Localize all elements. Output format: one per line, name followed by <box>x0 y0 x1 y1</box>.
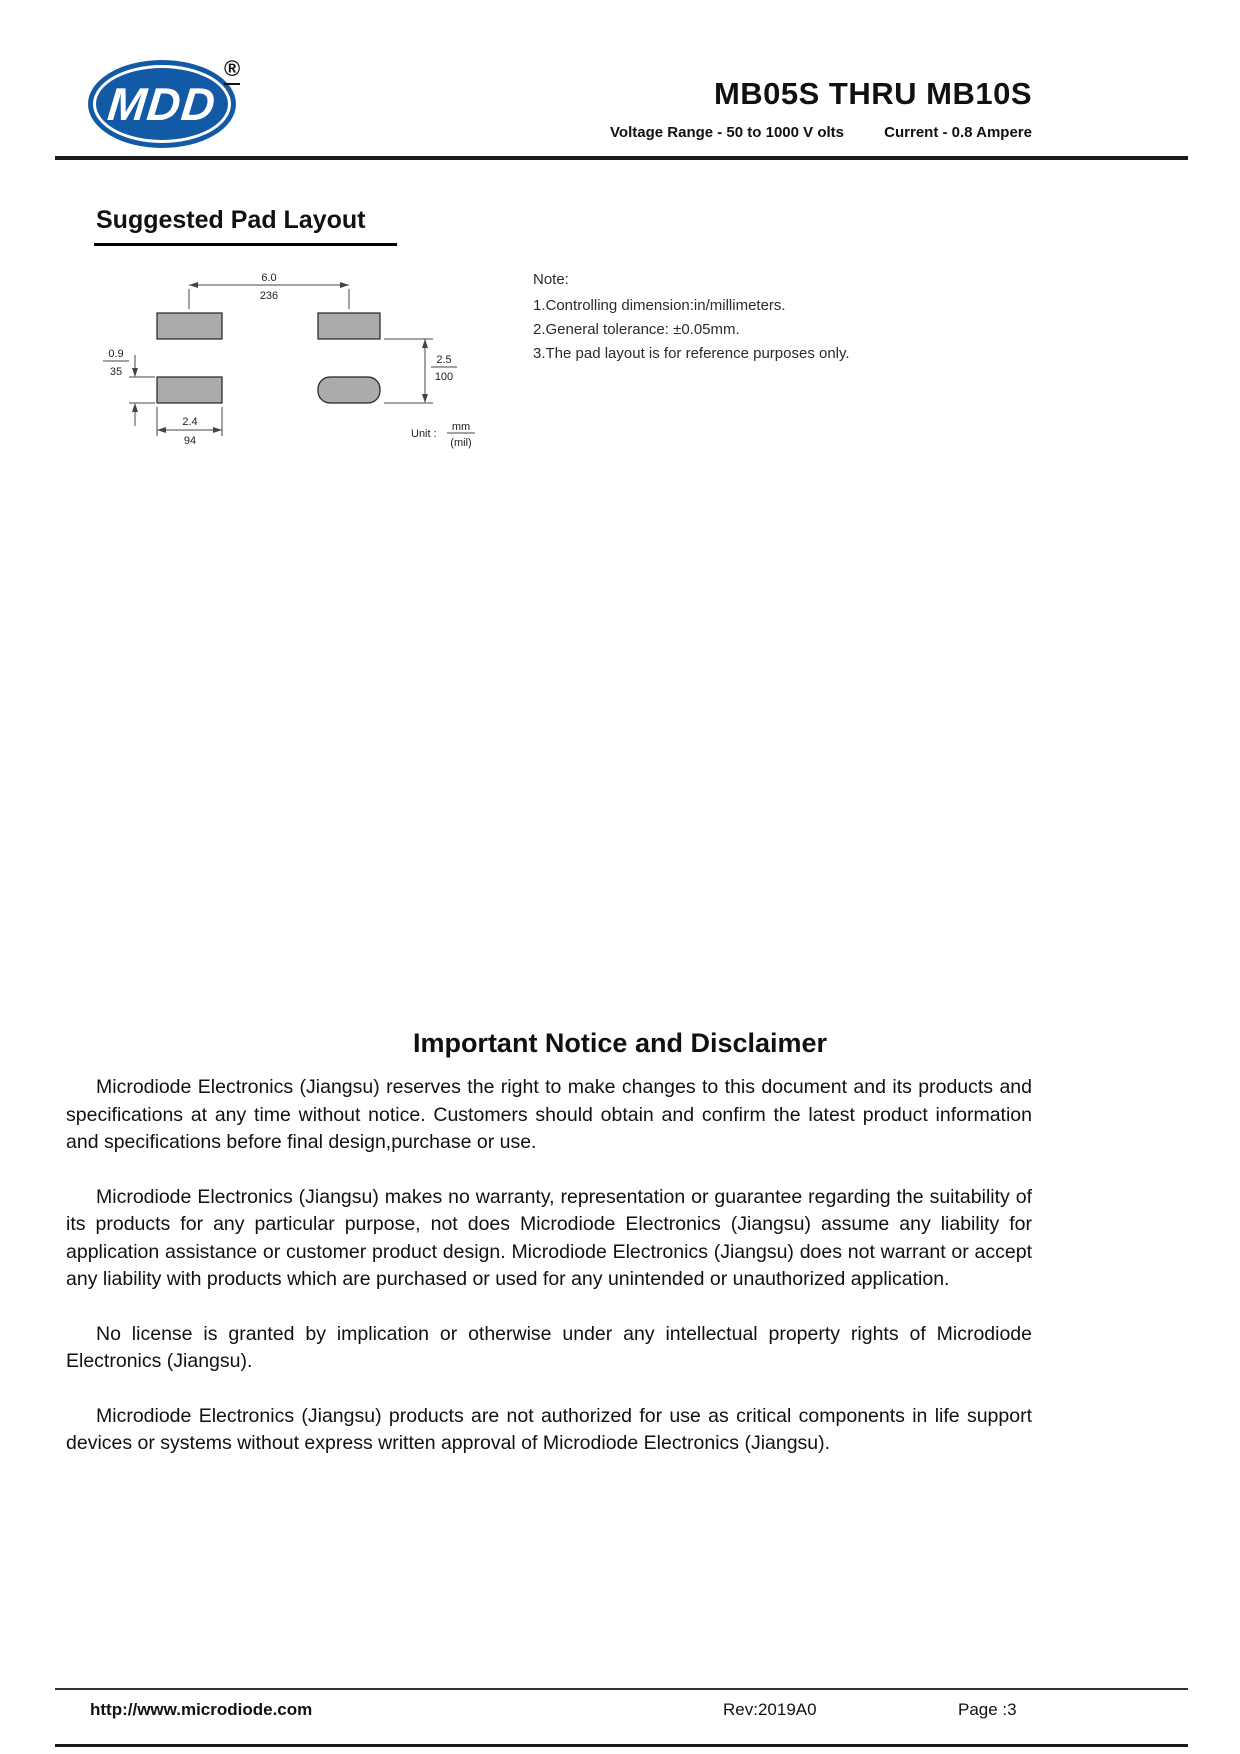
disclaimer-paragraph-2: Microdiode Electronics (Jiangsu) makes no warranty, representation or guarantee regarding the suitability of its products for any particular purpose, not does Microdiode Electronics (Jiangsu) assume any liability for application assistance or customer product design. Microdiode Electronics (Jiangsu) does not warrant or accept any liability with products which are purchased or used for any unintended or unauthorized application. <box>66 1185 1032 1290</box>
header-subtitle <box>610 124 1032 141</box>
unit-mm-label: mm <box>451 421 471 433</box>
note-title: Note: <box>533 271 569 288</box>
dim-bottom-mil-label: 94 <box>183 435 197 447</box>
footer-revision: Rev:2019A0 <box>723 1700 817 1719</box>
dimension-arrowheads <box>132 282 428 433</box>
pad-top-left <box>157 313 222 339</box>
unit-label: Unit : <box>411 428 437 440</box>
logo-text: MDD <box>105 78 219 130</box>
footer-website-url: http://www.microdiode.com <box>90 1700 313 1719</box>
footer-divider-rule <box>55 1688 1188 1690</box>
dim-left-mil-label: 35 <box>109 366 123 378</box>
disclaimer-paragraph-3: No license is granted by implication or otherwise under any intellectual property rights of Microdiode Electronics (Jiangsu). <box>66 1322 1032 1372</box>
part-number-title: MB05S THRU MB10S <box>713 76 1032 111</box>
pad-bottom-left <box>157 377 222 403</box>
logo-ellipse <box>88 60 236 148</box>
dimension-lines <box>103 285 475 436</box>
voltage-range-text: Voltage Range - 50 to 1000 V olts <box>610 124 844 141</box>
unit-mil-label: (mil) <box>450 437 472 449</box>
note-line-3: 3.The pad layout is for reference purposes only. <box>533 345 850 362</box>
note-line-1: 1.Controlling dimension:in/millimeters. <box>533 297 786 314</box>
header-right <box>610 76 1032 141</box>
pad-layout-diagram <box>95 255 495 455</box>
dim-bottom-mm-label: 2.4 <box>182 416 198 428</box>
section-title-suggested-pad-layout: Suggested Pad Layout <box>94 206 397 246</box>
footer-bottom-rule <box>55 1744 1188 1747</box>
current-rating-text: Current - 0.8 Ampere <box>884 124 1032 141</box>
dim-top-mm-label: 6.0 <box>261 272 277 284</box>
footer-page-number: Page :3 <box>958 1700 1017 1719</box>
pad-top-right <box>318 313 380 339</box>
note-line-2: 2.General tolerance: ±0.05mm. <box>533 321 740 338</box>
note-block <box>533 268 850 365</box>
pad-bottom-right <box>318 377 380 403</box>
mdd-logo <box>88 60 236 148</box>
dim-left-mm-label: 0.9 <box>108 348 124 360</box>
header-divider-rule <box>55 156 1188 160</box>
disclaimer-paragraph-4: Microdiode Electronics (Jiangsu) products are not authorized for use as critical components in life support devices or systems without express written approval of Microdiode Electronics (Jiangsu). <box>66 1404 1032 1454</box>
dim-right-mm-label: 2.5 <box>436 354 452 366</box>
dim-right-mil-label: 100 <box>434 371 454 383</box>
registered-trademark-symbol: ® <box>224 56 240 85</box>
disclaimer-body <box>66 1074 1032 1485</box>
disclaimer-title: Important Notice and Disclaimer <box>412 1028 828 1058</box>
disclaimer-paragraph-1: Microdiode Electronics (Jiangsu) reserves the right to make changes to this document and its products and specifications at any time without notice. Customers should obtain and confirm the latest product information and specifications before final design,purchase or use. <box>66 1076 1032 1153</box>
dim-top-mil-label: 236 <box>259 290 279 302</box>
